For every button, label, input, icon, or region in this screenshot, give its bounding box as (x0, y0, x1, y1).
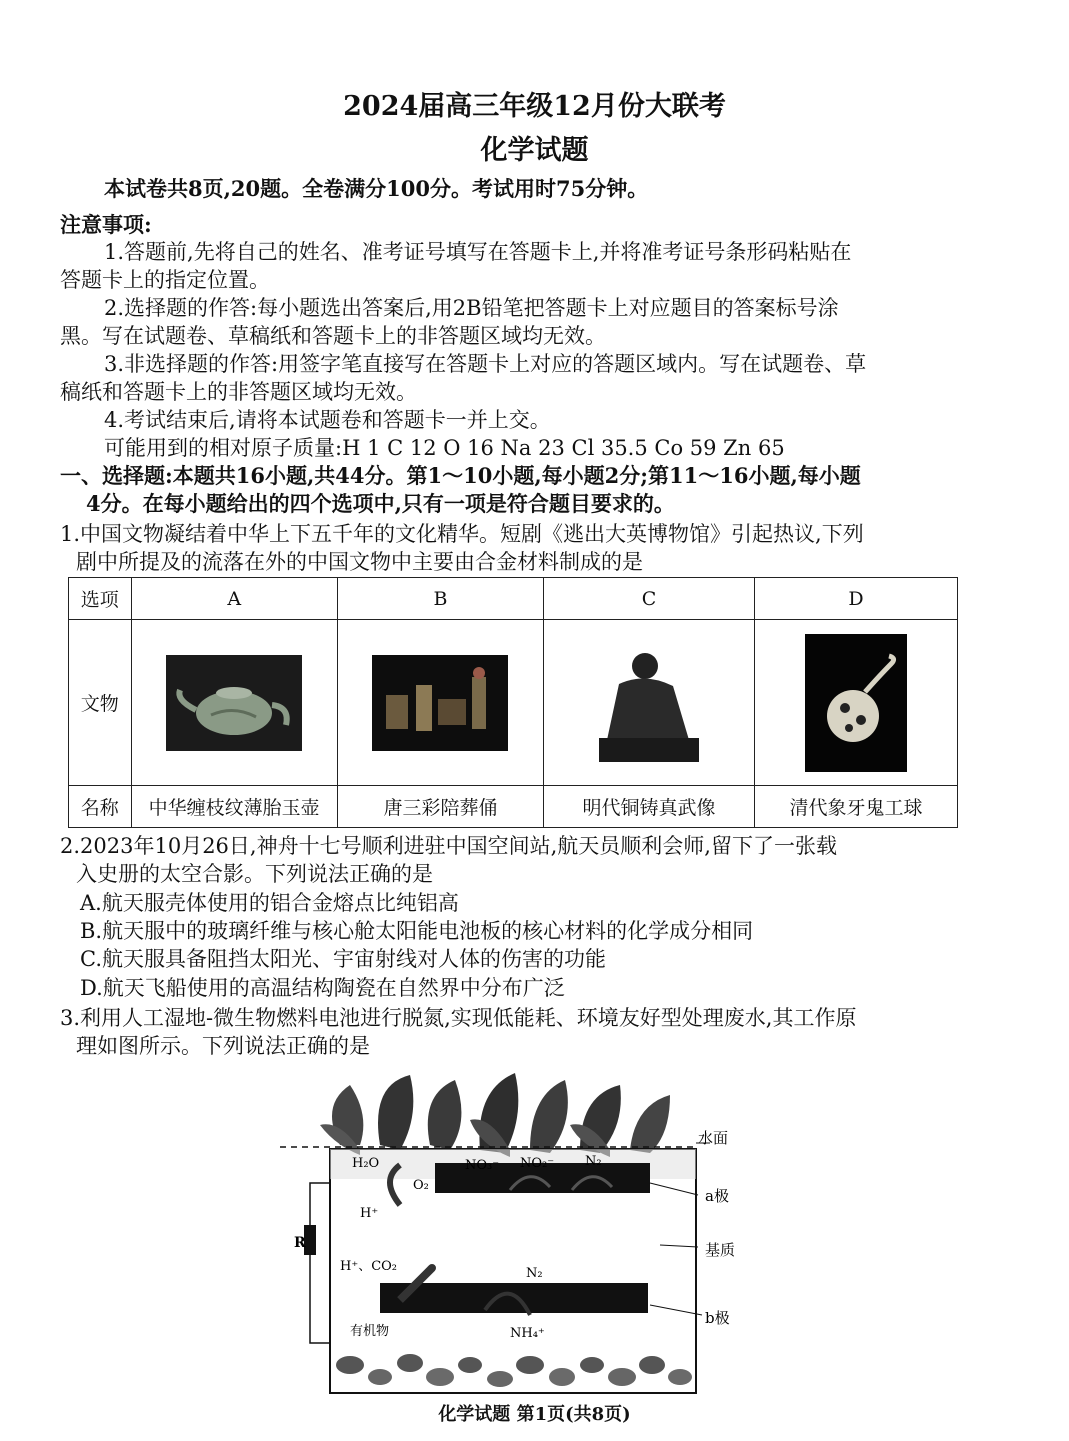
notice-item-2-line1: 2.选择题的作答:每小题选出答案后,用2B铅笔把答题卡上对应题目的答案标号涂 (104, 296, 839, 320)
notice-item-4: 4.考试结束后,请将本试题卷和答题卡一并上交。 (104, 408, 551, 432)
relic-d-image (755, 620, 958, 786)
atomic-masses: 可能用到的相对原子质量:H 1 C 12 O 16 Na 23 Cl 35.5 Co 59 Zn 65 (104, 436, 785, 460)
notice-item-3-line2: 稿纸和答题卡上的非答题区域均无效。 (60, 380, 417, 404)
q1-line1: 1.中国文物凝结着中华上下五千年的文化精华。短剧《逃出大英博物馆》引起热议,下列 (60, 522, 864, 546)
q2-choice-d: D.航天飞船使用的高温结构陶瓷在自然界中分布广泛 (80, 976, 565, 1000)
label-n2-bottom: N₂ (526, 1266, 543, 1281)
label-no3: NO₃⁻ (465, 1158, 500, 1173)
tricolor-figurines-icon (372, 655, 508, 751)
relic-b-image (337, 620, 543, 786)
name-row-label: 名称 (69, 786, 132, 828)
option-a-letter: A (131, 578, 337, 620)
option-d-name: 清代象牙鬼工球 (755, 786, 958, 828)
q2-choice-a: A.航天服壳体使用的铝合金熔点比纯铝高 (80, 891, 459, 915)
gravel-bed-icon (336, 1354, 692, 1387)
label-electrode-b: b极 (705, 1309, 730, 1327)
q3-line1: 3.利用人工湿地-微生物燃料电池进行脱氮,实现低能耗、环境友好型处理废水,其工作原 (60, 1006, 857, 1030)
label-resistor: R (294, 1235, 306, 1251)
exam-title: 2024届高三年级12月份大联考 (343, 91, 726, 122)
option-b-letter: B (337, 578, 543, 620)
section1-line2: 4分。在每小题给出的四个选项中,只有一项是符合题目要求的。 (86, 491, 675, 516)
relic-a-image (131, 620, 337, 786)
q1-relic-table (68, 577, 958, 828)
external-wire (310, 1183, 330, 1343)
table-header-label: 选项 (69, 578, 132, 620)
subject-title: 化学试题 (480, 135, 589, 166)
wetland-plants-icon (320, 1073, 670, 1157)
label-nh4: NH₄⁺ (510, 1326, 545, 1341)
ivory-ball-icon (805, 634, 907, 772)
label-electrode-a: a极 (705, 1187, 729, 1205)
relic-row-label: 文物 (69, 620, 132, 786)
notice-item-1-line2: 答题卡上的指定位置。 (60, 268, 270, 292)
q2-line1: 2.2023年10月26日,神舟十七号顺利进驻中国空间站,航天员顺利会师,留下了一张载 (60, 834, 837, 858)
q3-wetland-fuel-cell-diagram (280, 1065, 760, 1400)
exam-info: 本试卷共8页,20题。全卷满分100分。考试用时75分钟。 (104, 176, 649, 201)
option-a-name: 中华缠枝纹薄胎玉壶 (131, 786, 337, 828)
relic-c-image (544, 620, 755, 786)
notice-item-2-line2: 黑。写在试题卷、草稿纸和答题卡上的非答题区域均无效。 (60, 324, 606, 348)
notice-item-1-line1: 1.答题前,先将自己的姓名、准考证号填写在答题卡上,并将准考证号条形码粘贴在 (104, 240, 852, 264)
notice-item-3-line1: 3.非选择题的作答:用签字笔直接写在答题卡上对应的答题区域内。写在试题卷、草 (104, 352, 867, 376)
option-d-letter: D (755, 578, 958, 620)
page-footer: 化学试题 第1页(共8页) (438, 1404, 631, 1425)
option-c-name: 明代铜铸真武像 (544, 786, 755, 828)
q3-line2: 理如图所示。下列说法正确的是 (76, 1034, 370, 1058)
label-water-surface: 水面 (698, 1129, 729, 1147)
q2-choice-c: C.航天服具备阻挡太阳光、宇宙射线对人体的伤害的功能 (80, 947, 606, 971)
label-n2-top: N₂ (585, 1154, 602, 1169)
label-no2: NO₂⁻ (520, 1156, 555, 1171)
label-substrate: 基质 (705, 1241, 736, 1259)
label-organic: 有机物 (350, 1324, 390, 1339)
notice-heading: 注意事项: (60, 212, 152, 237)
teapot-icon (166, 655, 302, 751)
electrode-b (380, 1283, 648, 1313)
option-c-letter: C (544, 578, 755, 620)
label-h-co2: H⁺、CO₂ (340, 1259, 398, 1274)
q1-line2: 剧中所提及的流落在外的中国文物中主要由合金材料制成的是 (76, 550, 643, 574)
resistor-icon (304, 1225, 316, 1255)
label-h2o: H₂O (352, 1156, 380, 1171)
label-o2: O₂ (413, 1178, 429, 1193)
label-h-plus: H⁺ (360, 1206, 379, 1221)
q2-line2: 入史册的太空合影。下列说法正确的是 (76, 862, 433, 886)
bronze-statue-icon (593, 644, 705, 762)
option-b-name: 唐三彩陪葬俑 (337, 786, 543, 828)
section1-line1: 一、选择题:本题共16小题,共44分。第1～10小题,每小题2分;第11～16小题,每小题 (60, 463, 861, 488)
q2-choice-b: B.航天服中的玻璃纤维与核心舱太阳能电池板的核心材料的化学成分相同 (80, 919, 754, 943)
